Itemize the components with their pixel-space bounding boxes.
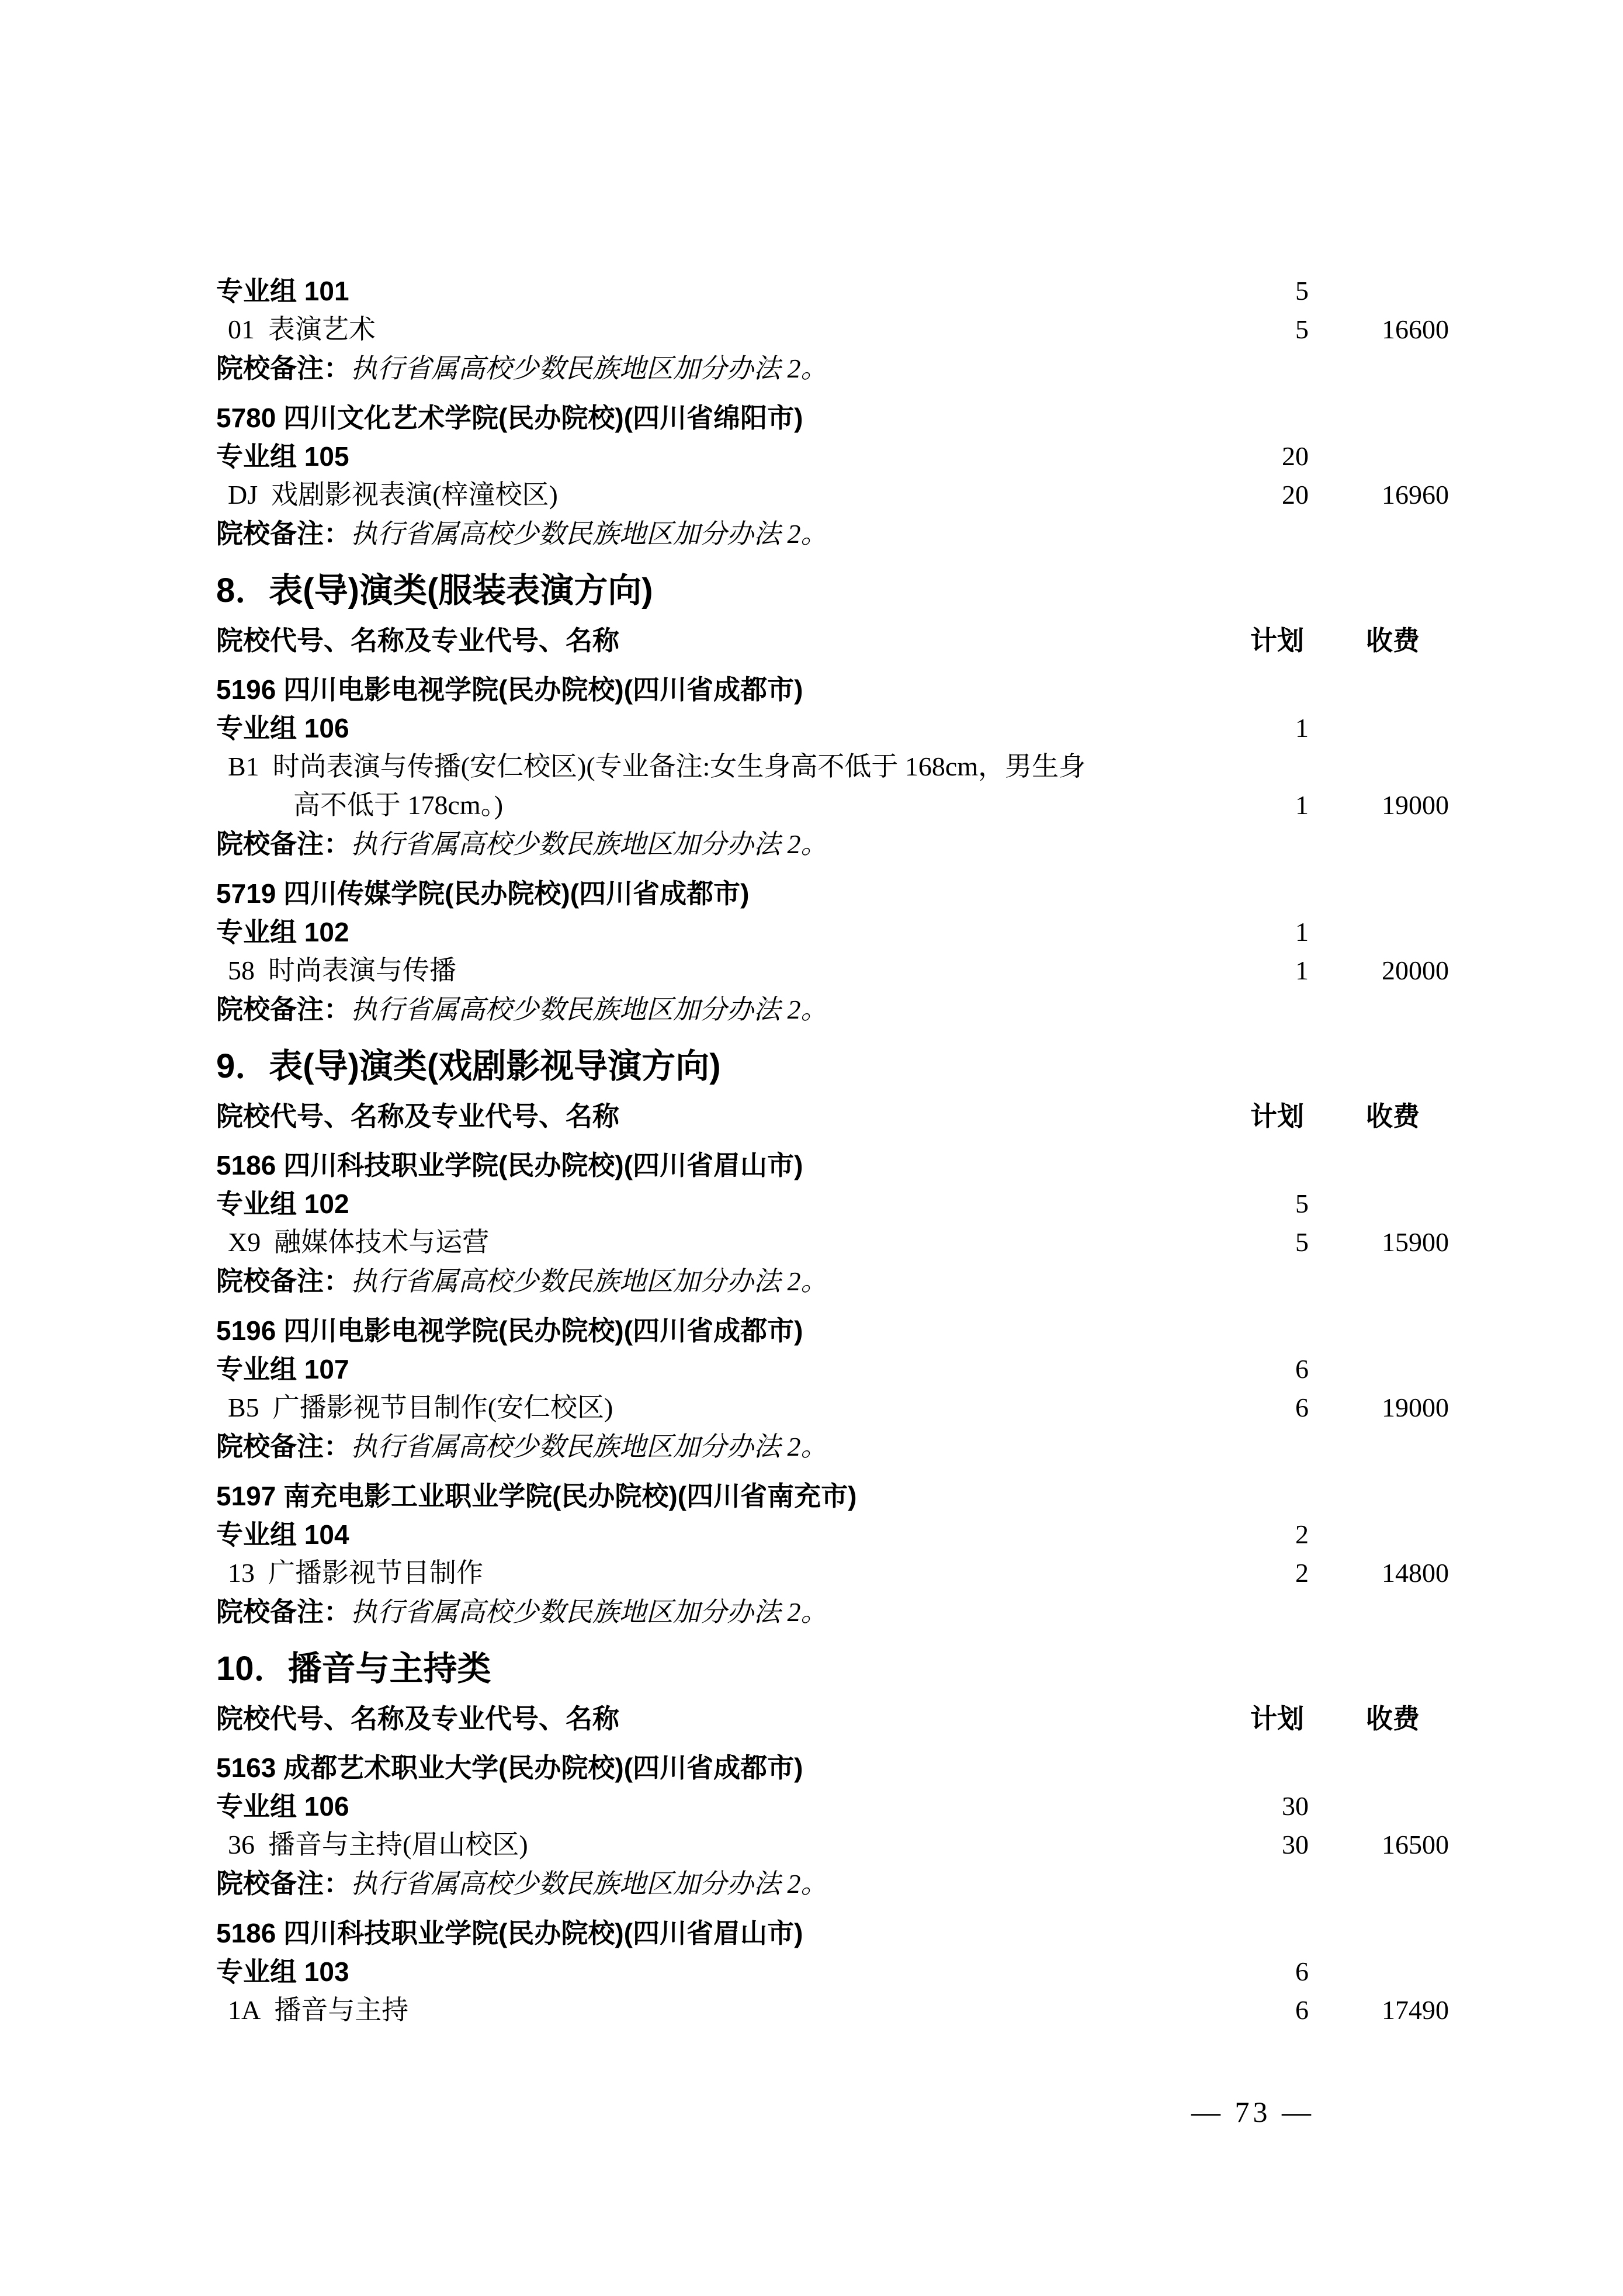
institution-row [216, 1748, 1449, 1787]
remark-cell [216, 1427, 1198, 1466]
column-header-fee: 收费 [1366, 1703, 1420, 1734]
fee-cell-empty [1309, 1262, 1449, 1301]
remark-cell [216, 349, 1198, 388]
plan-block [216, 1146, 1449, 1301]
course-row [216, 951, 1449, 990]
group-row [216, 1350, 1449, 1388]
course-code: 1A [228, 1995, 261, 2025]
fee-cell-empty [1309, 1350, 1449, 1388]
remark-cell [216, 1592, 1198, 1632]
course-name-cell [216, 951, 1198, 990]
course-name: 时尚表演与传播 [268, 955, 456, 985]
fee-cell-empty [1309, 670, 1449, 709]
course-plan-value: 6 [1295, 1995, 1309, 2025]
fee-cell-empty [1309, 825, 1449, 864]
plan-cell-empty [1198, 399, 1309, 437]
remark-row [216, 1262, 1449, 1301]
course-name-cell [216, 1388, 1198, 1427]
course-row [216, 1388, 1449, 1427]
section-title: 9．表(导)演类(戏剧影视导演方向) [216, 1047, 721, 1085]
group-label: 专业组 102 [216, 1189, 349, 1219]
course-name: 广播影视节目制作 [268, 1558, 483, 1588]
course-code: 13 [228, 1558, 255, 1588]
fee-cell-empty [1309, 1146, 1449, 1185]
course-name-cell [216, 1223, 1198, 1262]
remark-text: 执行省属高校少数民族地区加分办法 2。 [351, 1432, 828, 1462]
remark-text: 执行省属高校少数民族地区加分办法 2。 [351, 354, 828, 383]
plan-block [216, 1477, 1449, 1632]
fee-cell-empty [1309, 709, 1449, 747]
remark-label: 院校备注： [216, 829, 351, 859]
course-row [216, 310, 1449, 349]
course-name: 播音与主持 [274, 1995, 409, 2025]
plan-block [216, 670, 1449, 864]
group-label: 专业组 106 [216, 1791, 349, 1821]
group-plan-value: 20 [1282, 441, 1309, 471]
course-plan-value: 1 [1295, 790, 1309, 820]
remark-row [216, 1592, 1449, 1632]
course-plan-value: 2 [1295, 1558, 1309, 1588]
fee-cell-empty [1309, 272, 1449, 310]
plan-cell-empty [1198, 1593, 1309, 1632]
plan-cell-empty [1198, 1865, 1309, 1903]
plan-cell-empty [1198, 1311, 1309, 1350]
course-fee-value: 16960 [1382, 480, 1449, 510]
remark-row [216, 514, 1449, 553]
group-row [216, 1787, 1449, 1826]
remark-row [216, 990, 1449, 1029]
group-row [216, 272, 1449, 310]
fee-cell-empty [1309, 1185, 1449, 1223]
group-row [216, 1952, 1449, 1991]
course-row [216, 1223, 1449, 1262]
course-fee-value: 17490 [1382, 1995, 1449, 2025]
section-title: 8．表(导)演类(服装表演方向) [216, 572, 653, 610]
fee-cell-empty [1309, 1952, 1449, 1991]
course-plan-value: 5 [1295, 1227, 1309, 1257]
fee-cell-empty [1309, 874, 1449, 913]
course-name: 融媒体技术与运营 [274, 1227, 490, 1257]
fee-cell-empty [1309, 1593, 1449, 1632]
course-plan-value: 20 [1282, 480, 1309, 510]
course-name-cell [216, 476, 1198, 514]
course-name: 播音与主持(眉山校区) [268, 1830, 528, 1859]
remark-label: 院校备注： [216, 353, 351, 383]
course-name-cell [216, 1554, 1198, 1592]
course-fee-value: 15900 [1382, 1227, 1449, 1257]
fee-cell-empty [1309, 1515, 1449, 1554]
institution-row [216, 1311, 1449, 1350]
course-row [216, 1554, 1449, 1592]
fee-cell-empty [1309, 913, 1449, 951]
course-code: B1 [228, 752, 259, 781]
fee-cell-empty [1309, 991, 1449, 1029]
course-fee-value: 20000 [1382, 955, 1449, 985]
plan-block [216, 399, 1449, 553]
plan-block [216, 1748, 1449, 1903]
group-plan-value: 1 [1295, 713, 1309, 743]
column-header-row [216, 621, 1449, 660]
column-header-row [216, 1097, 1449, 1135]
remark-text: 执行省属高校少数民族地区加分办法 2。 [351, 1869, 828, 1899]
fee-cell-empty [1309, 1477, 1449, 1515]
group-plan-value: 6 [1295, 1956, 1309, 1986]
remark-label: 院校备注： [216, 518, 351, 549]
group-row [216, 709, 1449, 747]
course-name-cell [216, 1826, 1198, 1864]
plan-cell-empty [1198, 515, 1309, 553]
course-code: B5 [228, 1393, 259, 1422]
remark-cell [216, 1864, 1198, 1903]
course-name: 广播影视节目制作(安仁校区) [272, 1393, 613, 1422]
institution-name: 5186 四川科技职业学院(民办院校)(四川省眉山市) [216, 1918, 803, 1948]
course-fee-value: 14800 [1382, 1558, 1449, 1588]
group-plan-value: 30 [1282, 1791, 1309, 1821]
course-plan-value: 6 [1295, 1393, 1309, 1422]
group-label: 专业组 101 [216, 276, 349, 306]
group-label: 专业组 102 [216, 917, 349, 947]
column-header-fee: 收费 [1366, 625, 1420, 656]
fee-cell-empty [1309, 399, 1449, 437]
group-plan-value: 5 [1295, 276, 1309, 306]
plan-cell-empty [1198, 991, 1309, 1029]
group-plan-value: 5 [1295, 1189, 1309, 1218]
remark-cell [216, 514, 1198, 553]
course-name: 表演艺术 [268, 314, 376, 344]
plan-cell-empty [1198, 1146, 1309, 1185]
column-header-plan: 计划 [1250, 1101, 1304, 1131]
course-name-cell [216, 310, 1198, 349]
page-number: — 73 — [1191, 2096, 1315, 2128]
group-plan-value: 1 [1295, 917, 1309, 947]
fee-cell-empty [1309, 1748, 1449, 1787]
course-row [216, 1826, 1449, 1864]
fee-cell-empty [1309, 437, 1449, 476]
plan-cell-empty [1198, 1262, 1309, 1301]
plan-block [216, 874, 1449, 1029]
remark-text: 执行省属高校少数民族地区加分办法 2。 [351, 519, 828, 549]
column-header-name: 院校代号、名称及专业代号、名称 [216, 1101, 619, 1131]
institution-name: 5780 四川文化艺术学院(民办院校)(四川省绵阳市) [216, 403, 803, 433]
course-row [216, 476, 1449, 514]
remark-text: 执行省属高校少数民族地区加分办法 2。 [351, 995, 828, 1024]
institution-name: 5719 四川传媒学院(民办院校)(四川省成都市) [216, 878, 750, 909]
fee-cell-empty [1309, 1865, 1449, 1903]
institution-row [216, 1146, 1449, 1185]
plan-cell-empty [1198, 1914, 1309, 1952]
remark-row [216, 825, 1449, 864]
group-label: 专业组 103 [216, 1956, 349, 1987]
institution-name: 5197 南充电影工业职业学院(民办院校)(四川省南充市) [216, 1481, 857, 1511]
group-label: 专业组 105 [216, 441, 349, 472]
course-code: 36 [228, 1830, 255, 1859]
institution-row [216, 1914, 1449, 1952]
section-title: 10．播音与主持类 [216, 1650, 491, 1688]
fee-cell-empty [1309, 515, 1449, 553]
plan-cell-empty [1198, 670, 1309, 709]
remark-cell [216, 825, 1198, 864]
remark-label: 院校备注： [216, 994, 351, 1024]
institution-name: 5196 四川电影电视学院(民办院校)(四川省成都市) [216, 1315, 803, 1346]
plan-cell-empty [1198, 1477, 1309, 1515]
plan-cell-empty [1198, 874, 1309, 913]
fee-cell-empty [1309, 349, 1449, 388]
column-header-row [216, 1699, 1449, 1738]
institution-name: 5196 四川电影电视学院(民办院校)(四川省成都市) [216, 674, 803, 705]
plan-cell-empty [1198, 1428, 1309, 1466]
group-plan-value: 2 [1295, 1519, 1309, 1549]
course-row [216, 1991, 1449, 2030]
remark-row [216, 1427, 1449, 1466]
remark-label: 院校备注： [216, 1868, 351, 1899]
institution-row [216, 399, 1449, 437]
course-code: 58 [228, 955, 255, 985]
course-fee-value: 19000 [1382, 1393, 1449, 1422]
remark-row [216, 349, 1449, 388]
course-code: X9 [228, 1227, 261, 1257]
group-label: 专业组 104 [216, 1519, 349, 1550]
remark-cell [216, 1262, 1198, 1301]
course-name-cell [216, 747, 1198, 825]
fee-cell-empty [1309, 1428, 1449, 1466]
course-fee-value: 16600 [1382, 314, 1449, 344]
course-plan-value: 1 [1295, 955, 1309, 985]
remark-label: 院校备注： [216, 1597, 351, 1627]
institution-row [216, 874, 1449, 913]
document-content [216, 272, 1449, 2040]
course-line-1 [228, 747, 1198, 786]
course-plan-value: 5 [1295, 314, 1309, 344]
remark-row [216, 1864, 1449, 1903]
fee-cell-empty [1309, 1787, 1449, 1826]
institution-name: 5186 四川科技职业学院(民办院校)(四川省眉山市) [216, 1150, 803, 1180]
group-row [216, 1515, 1449, 1554]
plan-block [216, 1914, 1449, 2030]
column-header-name: 院校代号、名称及专业代号、名称 [216, 625, 619, 656]
institution-name: 5163 成都艺术职业大学(民办院校)(四川省成都市) [216, 1753, 803, 1783]
group-row [216, 437, 1449, 476]
course-name: 时尚表演与传播(安仁校区)(专业备注:女生身高不低于 168cm，男生身 [272, 752, 1086, 781]
course-row [216, 747, 1449, 825]
remark-label: 院校备注： [216, 1266, 351, 1296]
course-plan-value: 30 [1282, 1830, 1309, 1859]
institution-row [216, 670, 1449, 709]
plan-block [216, 272, 1449, 388]
group-label: 专业组 107 [216, 1354, 349, 1384]
column-header-name: 院校代号、名称及专业代号、名称 [216, 1703, 619, 1734]
remark-cell [216, 990, 1198, 1029]
plan-cell-empty [1198, 349, 1309, 388]
remark-text: 执行省属高校少数民族地区加分办法 2。 [351, 1266, 828, 1296]
institution-row [216, 1477, 1449, 1515]
group-row [216, 1185, 1449, 1223]
column-header-plan: 计划 [1250, 1703, 1304, 1734]
remark-text: 执行省属高校少数民族地区加分办法 2。 [351, 1597, 828, 1627]
course-code: 01 [228, 314, 255, 344]
course-fee-value: 19000 [1382, 790, 1449, 820]
plan-cell-empty [1198, 825, 1309, 864]
fee-cell-empty [1309, 1914, 1449, 1952]
course-code: DJ [228, 480, 258, 510]
column-header-plan: 计划 [1250, 625, 1304, 656]
remark-label: 院校备注： [216, 1431, 351, 1462]
group-row [216, 913, 1449, 951]
remark-text: 执行省属高校少数民族地区加分办法 2。 [351, 829, 828, 859]
course-fee-value: 16500 [1382, 1830, 1449, 1859]
group-label: 专业组 106 [216, 713, 349, 743]
course-line-2: 高不低于 178cm。) [293, 790, 504, 820]
fee-cell-empty [1309, 1311, 1449, 1350]
column-header-fee: 收费 [1366, 1101, 1420, 1131]
course-name: 戏剧影视表演(梓潼校区) [271, 480, 558, 510]
plan-cell-empty [1198, 1748, 1309, 1787]
course-name-cell [216, 1991, 1198, 2030]
group-plan-value: 6 [1295, 1354, 1309, 1384]
plan-block [216, 1311, 1449, 1466]
